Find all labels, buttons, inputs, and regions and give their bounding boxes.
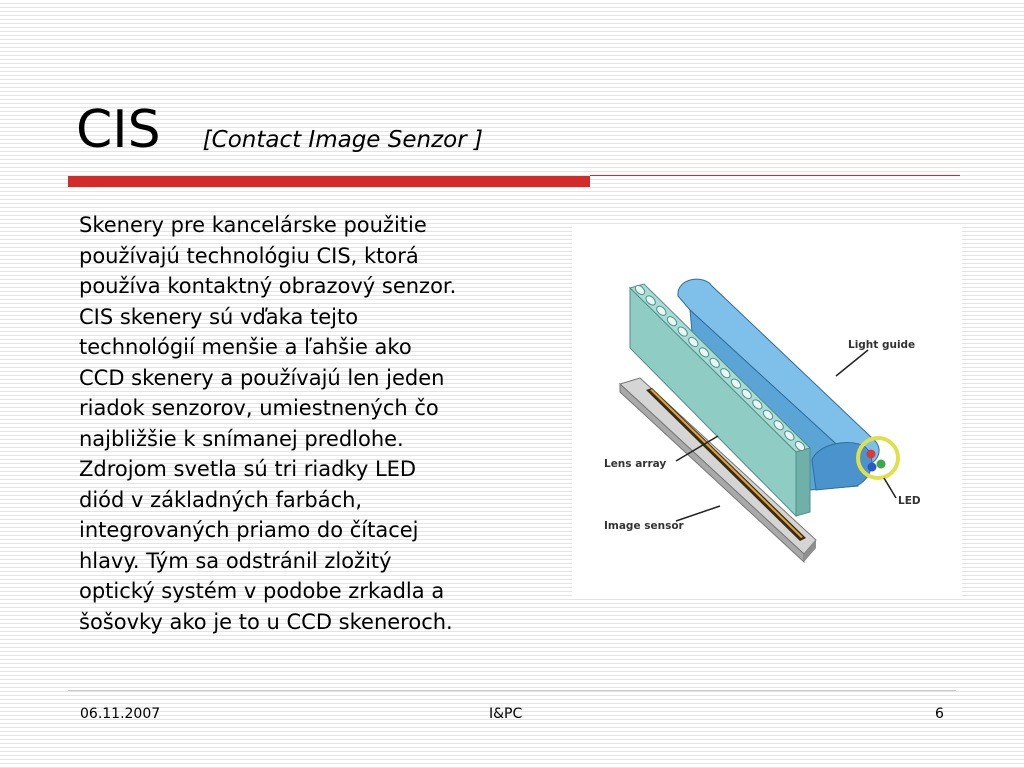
slide-title (76, 100, 483, 170)
led-blue (868, 463, 877, 472)
footer-page-number: 6 (935, 706, 944, 722)
footer-rule (68, 690, 956, 691)
label-lens-array: Lens array (604, 458, 667, 470)
lens-array-end (796, 448, 810, 516)
footer-date: 06.11.2007 (80, 706, 161, 722)
label-image-sensor: Image sensor (604, 520, 684, 532)
label-light-guide: Light guide (848, 339, 916, 351)
image-sensor-leader (676, 506, 720, 521)
title-rule-line (590, 175, 960, 176)
title-main: CIS (76, 100, 161, 160)
body-paragraph: Skenery pre kancelárske použitie používajú technológiu CIS, ktorá používa kontaktný obrazový senzor. CIS skenery sú vďaka tejto technológií menšie a ľahšie ako CCD skenery a používajú len jeden riadok senzorov, umiestnených čo najbližšie k snímanej predlohe. Zdrojom svetla sú tri riadky LED diód v základných farbách, integrovaných priamo do čítacej hlavy. Tým sa odstránil zložitý optický systém v podobe zrkadla a šošovky ako je to u CCD skeneroch. (79, 213, 457, 634)
footer-center-text: I&PC (489, 706, 523, 722)
title-subtitle: [Contact Image Senzor ] (202, 127, 483, 153)
cis-diagram-svg (572, 224, 962, 598)
light-guide-end (812, 442, 872, 490)
led-green (877, 460, 886, 469)
led-red (867, 450, 876, 459)
led-leader (884, 478, 896, 498)
title-accent-bar (68, 176, 590, 187)
label-led: LED (898, 495, 921, 507)
light-guide-leader (836, 350, 868, 376)
cis-diagram (572, 224, 962, 598)
